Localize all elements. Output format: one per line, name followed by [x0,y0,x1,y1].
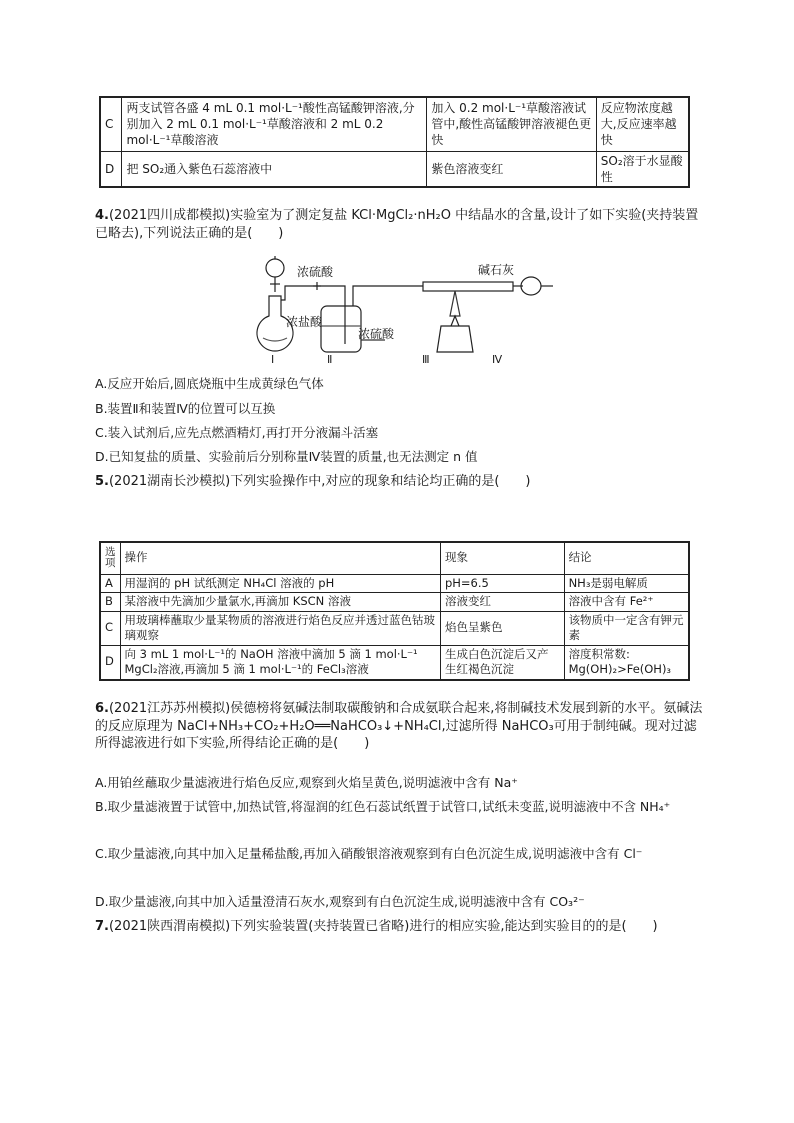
separatory-funnel [266,259,284,277]
row-operation: 用玻璃棒蘸取少量某物质的溶液进行焰色反应并透过蓝色钴玻璃观察 [120,611,440,645]
experiment-table [99,541,690,681]
question-number: 6. [95,701,109,716]
table-continued [99,96,690,188]
table-row [100,645,689,680]
header-operation: 操作 [120,542,440,574]
label-conc-h2so4-side: 浓硫酸 [358,327,395,341]
q6-option-a: A.用铂丝蘸取少量滤液进行焰色反应,观察到火焰呈黄色,说明滤液中含有 Na⁺ [95,775,518,790]
q4-option-a: A.反应开始后,圆底烧瓶中生成黄绿色气体 [95,376,324,391]
header-id: 选项 [100,542,120,574]
label-apparatus-2: Ⅱ [327,353,333,366]
question-text: (2021江苏苏州模拟)侯德榜将氨碱法制取碳酸钠和合成氨联合起来,将制碱技术发展到新的水平。氨碱法的反应原理为 NaCl+NH₃+CO₂+H₂O══NaHCO₃↓+NH₄Cl,过滤所得 NaHCO₃可用于制纯碱。现对过滤所得滤液进行如下实验,所得结论正确的是( ) [95,701,703,752]
row-phenomenon: 溶液变红 [440,593,564,612]
q4-option-c: C.装入试剂后,应先点燃酒精灯,再打开分液漏斗活塞 [95,425,379,440]
question-5 [95,473,705,491]
question-7 [95,918,705,936]
table-header-row [100,542,689,574]
q6-option-d: D.取少量滤液,向其中加入适量澄清石灰水,观察到有白色沉淀生成,说明滤液中含有 CO₃²⁻ [95,894,585,909]
q6-option-b: B.取少量滤液置于试管中,加热试管,将湿润的红色石蕊试纸置于试管口,试纸未变蓝,说明滤液中不含 NH₄⁺ [95,799,671,814]
row-conclusion: 溶液中含有 Fe²⁺ [564,593,689,612]
row-operation: 某溶液中先滴加少量氯水,再滴加 KSCN 溶液 [120,593,440,612]
drying-tube [521,277,541,295]
row-conclusion: 该物质中一定含有钾元素 [564,611,689,645]
row-conclusion: SO₂溶于水显酸性 [596,151,689,187]
q6-option-c: C.取少量滤液,向其中加入足量稀盐酸,再加入硝酸银溶液观察到有白色沉淀生成,说明滤液中含有 Cl⁻ [95,846,643,861]
alcohol-lamp-icon [437,326,473,352]
label-apparatus-1: Ⅰ [271,353,275,366]
question-text: (2021湖南长沙模拟)下列实验操作中,对应的现象和结论均正确的是( ) [108,474,531,489]
row-phenomenon: pH=6.5 [440,574,564,593]
label-apparatus-4: Ⅳ [492,353,503,366]
question-number: 7. [95,919,109,934]
row-conclusion: 溶度积常数: Mg(OH)₂>Fe(OH)₃ [564,645,689,680]
row-id: D [100,151,122,187]
table-row [100,574,689,593]
header-conclusion: 结论 [564,542,689,574]
question-number: 4. [95,208,109,223]
row-id: B [100,593,120,612]
label-conc-hcl: 浓盐酸 [286,315,323,329]
row-conclusion: NH₃是弱电解质 [564,574,689,593]
q4-option-d: D.已知复盐的质量、实验前后分别称量Ⅳ装置的质量,也无法测定 n 值 [95,449,478,464]
header-phenomenon: 现象 [440,542,564,574]
table-row [100,151,689,187]
q4-option-b: B.装置Ⅱ和装置Ⅳ的位置可以互换 [95,401,276,416]
row-phenomenon: 紫色溶液变红 [427,151,596,187]
row-operation: 向 3 mL 1 mol·L⁻¹的 NaOH 溶液中滴加 5 滴 1 mol·L⁻¹ MgCl₂溶液,再滴加 5 滴 1 mol·L⁻¹的 FeCl₃溶液 [120,645,440,680]
row-id: A [100,574,120,593]
label-apparatus-3: Ⅲ [422,353,430,366]
question-number: 5. [95,474,109,489]
row-operation: 两支试管各盛 4 mL 0.1 mol·L⁻¹酸性高锰酸钾溶液,分别加入 2 mL 0.1 mol·L⁻¹草酸溶液和 2 mL 0.2 mol·L⁻¹草酸溶液 [122,97,427,151]
row-phenomenon: 生成白色沉淀后又产生红褐色沉淀 [440,645,564,680]
label-soda-lime: 碱石灰 [478,263,515,277]
question-text: (2021四川成都模拟)实验室为了测定复盐 KCl·MgCl₂·nH₂O 中结晶水的含量,设计了如下实验(夹持装置已略去),下列说法正确的是( ) [95,208,699,241]
table-row [100,611,689,645]
row-id: D [100,645,120,680]
row-phenomenon: 加入 0.2 mol·L⁻¹草酸溶液试管中,酸性高锰酸钾溶液褪色更快 [427,97,596,151]
row-id: C [100,97,122,151]
question-4 [95,207,705,242]
question-6 [95,700,705,753]
reaction-tube [423,282,513,291]
question-text: (2021陕西渭南模拟)下列实验装置(夹持装置已省略)进行的相应实验,能达到实验目的的是( ) [108,919,658,934]
table-row [100,97,689,151]
table-row [100,593,689,612]
row-phenomenon: 焰色呈紫色 [440,611,564,645]
row-operation: 把 SO₂通入紫色石蕊溶液中 [122,151,427,187]
label-conc-h2so4-top: 浓硫酸 [297,265,334,279]
row-id: C [100,611,120,645]
row-conclusion: 反应物浓度越大,反应速率越快 [596,97,689,151]
row-operation: 用湿润的 pH 试纸测定 NH₄Cl 溶液的 pH [120,574,440,593]
